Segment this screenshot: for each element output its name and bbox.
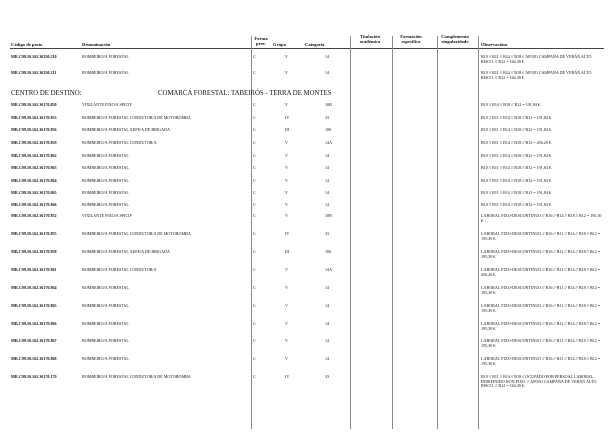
row-denominacion: BOMBEIRO/A FORESTAL [82,178,129,183]
header-grupo: Grupo [273,42,287,47]
row-denominacion: BOMBEIRO/A FORESTAL [82,165,129,170]
row-forma: C [253,102,256,107]
row-observacions: B10 // B11 // B14 // B18 // B12 = 191,84 €. [481,190,552,195]
header-observacions: Observacións [481,42,508,47]
row-grupo: V [285,213,288,218]
centro-name: COMARCA FORESTAL: TABEIRÓS - TERRA DE MONTES [158,90,332,97]
row-categoria: 14 [325,70,330,75]
row-denominacion: BOMBEIRO/A FORESTAL CONDUTOR/A DE MOTOBOMBA [82,231,191,236]
row-denominacion: VIXILANTE FIXO/A SPICIF [82,102,132,107]
row-forma: C [253,303,256,308]
row-observacions: LABORAL FIXO-DESCONTINUO // B16 // B11 // B14 // B18 // B12 = 456,20 €. [481,267,601,277]
column-divider [478,36,479,429]
row-grupo: V [285,338,288,343]
row-forma: C [253,285,256,290]
row-categoria: 14 [325,178,330,183]
row-code: MR.C99.50.162.36170.858 [11,249,57,254]
row-grupo: V [285,285,288,290]
row-grupo: IV [285,115,290,120]
row-denominacion: BOMBEIRO/A FORESTAL [82,356,129,361]
row-forma: C [253,153,256,158]
row-categoria: 14 [325,54,330,59]
row-forma: C [253,267,256,272]
row-categoria: 14A [325,267,333,272]
row-observacions: B10 // B11 // B14 // B18 // B12 = 191,84 €. [481,165,552,170]
row-categoria: 14 [325,303,330,308]
row-categoria: 33 [325,374,330,379]
row-categoria: 14 [325,338,330,343]
row-code: MR.C99.50.162.36170.853 [11,115,57,120]
row-denominacion: BOMBEIRO/A FORESTAL [82,70,129,75]
row-categoria: 14 [325,285,330,290]
column-divider [437,36,438,429]
header-forma: Forma prov. [254,36,268,46]
row-categoria: 33 [325,115,330,120]
row-observacions: LABORAL FIXO-DESCONTINUO // B16 // B11 // B14 // B18 // B12 = 195,30 €. [481,231,601,241]
row-grupo: IV [285,231,290,236]
row-code: MR.C99.50.162.36170.866 [11,321,57,326]
row-code: MR.C99.50.162.36170.863 [11,165,57,170]
row-categoria: 14 [325,321,330,326]
header-complemento: Complemento singularidade [441,34,469,44]
row-forma: C [253,70,256,75]
header-denominacion: Denominación [82,42,111,47]
row-denominacion: BOMBEIRO/A FORESTAL CONDUTOR/A DE MOTOBOMBA [82,374,191,379]
row-grupo: III [285,249,290,254]
row-categoria: 33 [325,231,330,236]
row-forma: C [253,190,256,195]
row-denominacion: BOMBEIRO/A FORESTAL [82,285,129,290]
row-forma: C [253,127,256,132]
row-forma: C [253,54,256,59]
header-codigo: Código de posto [11,42,43,47]
row-observacions: B10 // B14 // B18 // B12 = 191,84 €. [481,102,541,107]
row-forma: C [253,338,256,343]
row-code: MR.C99.50.162.36170.868 [11,356,57,361]
row-forma: C [253,165,256,170]
row-observacions: B10 // B11 // B14 // B18 // OCUPADO POR PERSOAL LABORAL INDEFINIDO NON FIXO. // APOIO CAMPAÑA DE VERÁN ALTO RISCO. // B12 = 164,30 €. [481,374,597,389]
row-observacions: B10 // B11 // B14 // B18 // B12 = 191,84 €. [481,178,552,183]
row-code: MR.C99.50.162.36170.862 [11,153,57,158]
row-denominacion: BOMBEIRO/A FORESTAL XEFE/A DE BRIGADA [82,127,170,132]
row-observacions: B10 // B11 // B14 // B18 // B12 = 191,84 €. [481,153,552,158]
row-code: MR.C99.50.162.36170.850 [11,102,57,107]
row-categoria: 106 [325,249,332,254]
row-code: MR.C99.50.162.36170.864 [11,178,57,183]
row-denominacion: BOMBEIRO/A FORESTAL [82,338,129,343]
row-observacions: B10 // B11 // B14 // B18 // B12 = 456,20 €. [481,140,552,145]
row-denominacion: BOMBEIRO/A FORESTAL [82,303,129,308]
row-code: MR.C99.50.162.36170.852 [11,213,57,218]
row-denominacion: BOMBEIRO/A FORESTAL [82,321,129,326]
header-titulacion: Titulación académica [359,34,381,44]
row-observacions: B10 // B11 // B14 // B18 // APOIO CAMPAÑA DE VERÁN ALTO RISCO. // B12 = 164,30 €. [481,54,592,64]
row-categoria: 106 [325,127,332,132]
row-grupo: V [285,70,288,75]
column-divider [392,36,393,429]
row-categoria: 10B [325,102,332,107]
column-divider [350,36,351,429]
row-forma: C [253,249,256,254]
row-code: MR.C99.50.162.36170.864 [11,285,57,290]
row-categoria: 14 [325,165,330,170]
row-categoria: 14 [325,356,330,361]
row-denominacion: BOMBEIRO/A FORESTAL XEFE/A DE BRIGADA [82,249,170,254]
header-categoria: Categoría [305,42,325,47]
header-rule [10,48,604,49]
row-code: MR.C99.50.162.36170.867 [11,338,57,343]
row-code: MR.C99.50.162.36350.211 [11,70,57,75]
row-observacions: B10 // B11 // B14 // B18 // B12 = 191,84 €. [481,202,552,207]
row-code: MR.C99.50.162.36170.861 [11,267,57,272]
row-grupo: V [285,165,288,170]
row-denominacion: BOMBEIRO/A FORESTAL CONDUTOR/A [82,267,157,272]
centro-label: CENTRO DE DESTINO: [11,90,82,97]
row-forma: C [253,356,256,361]
row-code: MR.C99.50.162.36170.170 [11,374,57,379]
row-grupo: IV [285,374,290,379]
row-observacions: B10 // B11 // B14 // B18 // B12 = 191,84 €. [481,115,552,120]
row-grupo: V [285,321,288,326]
row-code: MR.C99.50.162.36170.865 [11,303,57,308]
row-grupo: III [285,127,290,132]
row-grupo: V [285,140,288,145]
row-forma: C [253,202,256,207]
row-denominacion: BOMBEIRO/A FORESTAL [82,202,129,207]
row-observacions: B10 // B11 // B14 // B18 // B12 = 191,84 €. [481,127,552,132]
row-grupo: V [285,178,288,183]
row-denominacion: BOMBEIRO/A FORESTAL [82,190,129,195]
row-observacions: LABORAL FIXO-DESCONTINUO // B16 // B11 // B14 // B18 // B12 = 195,30 €. [481,285,601,295]
row-observacions: B10 // B11 // B14 // B18 // APOIO CAMPAÑA DE VERÁN ALTO RISCO. // B12 = 164,30 €. [481,70,592,80]
row-grupo: V [285,356,288,361]
row-grupo: V [285,102,288,107]
row-denominacion: BOMBEIRO/A FORESTAL CONDUTOR/A DE MOTOBOMBA [82,115,191,120]
row-observacions: LABORAL FIXO-DESCONTINUO // B16 // B11 // B14 // B18 // B12 = 195,30 €. [481,338,601,348]
row-code: MR.C99.50.162.36170.866 [11,202,57,207]
row-denominacion: VIXILANTE FIXO/A SPICIF [82,213,132,218]
row-code: MR.C99.50.162.36350.210 [11,54,57,59]
row-categoria: 14 [325,202,330,207]
row-grupo: V [285,202,288,207]
row-grupo: V [285,190,288,195]
row-grupo: V [285,303,288,308]
row-forma: C [253,321,256,326]
row-denominacion: BOMBEIRO/A FORESTAL [82,153,129,158]
row-observacions: LABORAL FIXO-DESCONTINUO // B16 // B14 // B18 // B12 = 195,30 €. [481,213,602,223]
row-forma: C [253,374,256,379]
row-denominacion: BOMBEIRO/A FORESTAL [82,54,129,59]
row-categoria: 10B [325,213,332,218]
header-formacion: Formación específica [400,34,422,44]
row-forma: C [253,140,256,145]
row-observacions: LABORAL FIXO-DESCONTINUO // B16 // B11 // B14 // B18 // B12 = 195,30 €. [481,249,601,259]
row-categoria: 14 [325,153,330,158]
row-code: MR.C99.50.162.36170.859 [11,140,57,145]
row-denominacion: BOMBEIRO/A FORESTAL CONDUTOR/A [82,140,157,145]
row-forma: C [253,115,256,120]
row-grupo: V [285,54,288,59]
row-grupo: V [285,267,288,272]
row-forma: C [253,178,256,183]
row-code: MR.C99.50.162.36170.865 [11,190,57,195]
row-forma: C [253,231,256,236]
row-code: MR.C99.50.162.36170.856 [11,127,57,132]
row-observacions: LABORAL FIXO-DESCONTINUO // B16 // B11 // B14 // B18 // B12 = 195,30 €. [481,303,601,313]
row-grupo: V [285,153,288,158]
row-forma: C [253,213,256,218]
row-categoria: 14 [325,190,330,195]
row-observacions: LABORAL FIXO-DESCONTINUO // B16 // B11 // B14 // B18 // B12 = 195,30 €. [481,356,601,366]
row-observacions: LABORAL FIXO-DESCONTINUO // B16 // B11 // B14 // B18 // B12 = 195,30 €. [481,321,601,331]
row-code: MR.C99.50.162.36170.855 [11,231,57,236]
row-categoria: 14A [325,140,333,145]
